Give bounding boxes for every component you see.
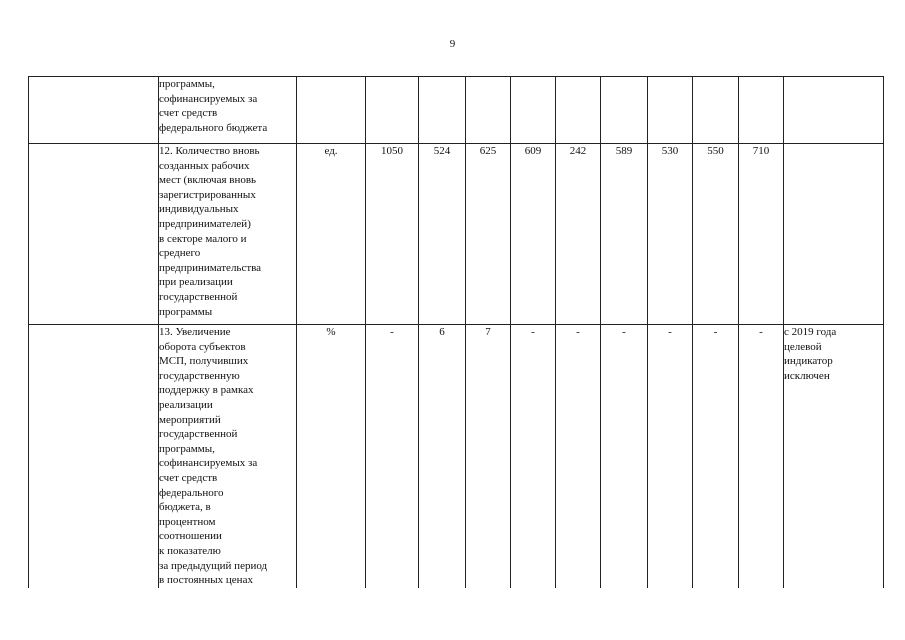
value-cell: 1050 [366,144,419,325]
value-cell: - [693,325,739,588]
row-header-cell [29,77,159,144]
table-row [29,144,884,325]
value-cell [511,77,556,144]
unit-cell [297,77,366,144]
unit-cell: % [297,325,366,588]
value-cell: - [511,325,556,588]
value-cell [648,77,693,144]
value-cell: 7 [466,325,511,588]
row-header-cell [29,144,159,325]
value-cell: 6 [419,325,466,588]
value-cell: 242 [556,144,601,325]
value-cell: - [556,325,601,588]
value-cell: - [366,325,419,588]
indicator-name-cell: 13. Увеличение оборота субъектов МСП, получивших государственную поддержку в рамках реализации мероприятий государственной программы, софинансируемых за счет средств федерального бюджета, в процентном соотношении к показателю за предыдущий период в постоянных ценах [159,325,297,588]
value-cell: 589 [601,144,648,325]
value-cell: 625 [466,144,511,325]
value-cell [556,77,601,144]
value-cell [419,77,466,144]
value-cell: 530 [648,144,693,325]
value-cell: 550 [693,144,739,325]
indicator-name-cell: 12. Количество вновь созданных рабочих мест (включая вновь зарегистрированных индивидуальных предпринимателей) в секторе малого и среднего предпринимательства при реализации государственной программы [159,144,297,325]
value-cell [601,77,648,144]
value-cell [693,77,739,144]
value-cell [739,77,784,144]
note-cell [784,77,884,144]
indicator-name-cell: программы, софинансируемых за счет средств федерального бюджета [159,77,297,144]
value-cell: 609 [511,144,556,325]
value-cell [366,77,419,144]
value-cell: - [648,325,693,588]
table-row [29,325,884,588]
note-cell: с 2019 года целевой индикатор исключен [784,325,884,588]
table-row [29,77,884,144]
value-cell: 524 [419,144,466,325]
value-cell: - [601,325,648,588]
value-cell: - [739,325,784,588]
value-cell [466,77,511,144]
row-header-cell [29,325,159,588]
indicators-table [28,76,884,588]
value-cell: 710 [739,144,784,325]
unit-cell: ед. [297,144,366,325]
note-cell [784,144,884,325]
page-number: 9 [449,38,456,50]
